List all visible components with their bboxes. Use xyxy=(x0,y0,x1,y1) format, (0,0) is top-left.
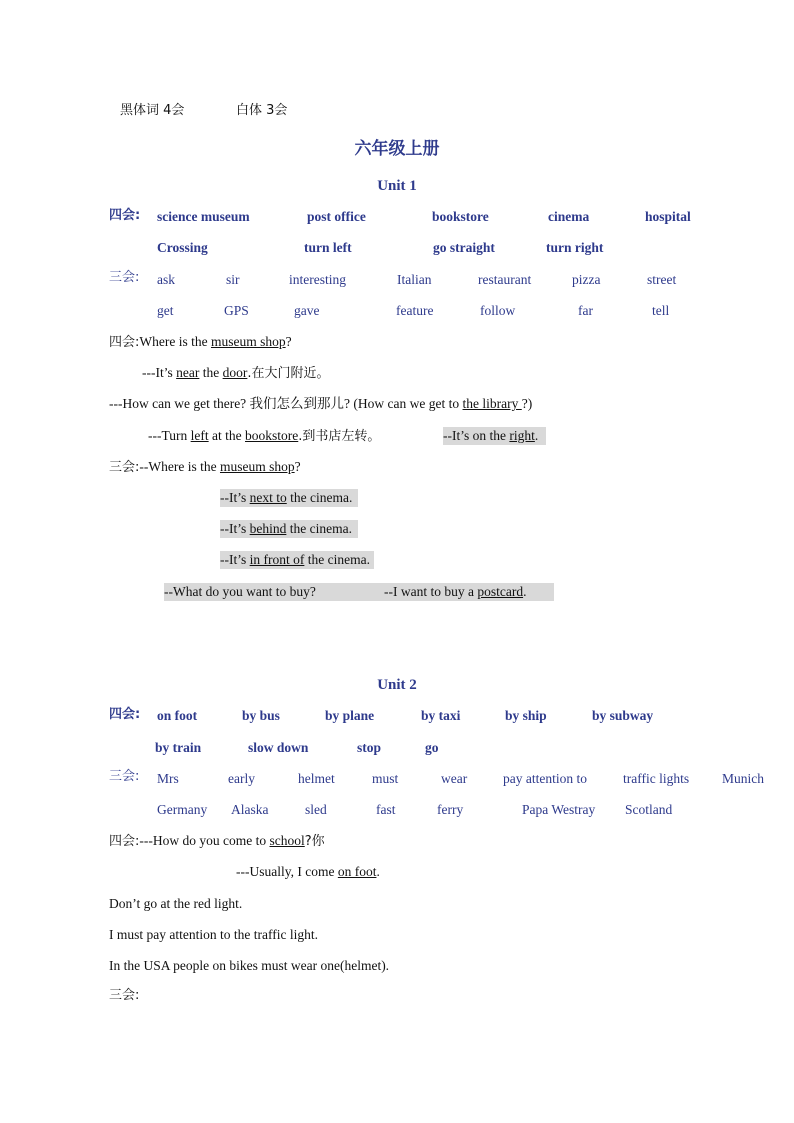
unit2-word: Munich xyxy=(722,771,764,786)
unit2-four-label: 四会: xyxy=(109,707,141,722)
unit2-word: Scotland xyxy=(625,802,673,817)
unit1-word: Italian xyxy=(397,272,432,287)
unit1-word: turn left xyxy=(304,240,352,255)
page-title: 六年级上册 xyxy=(354,139,440,159)
unit2-word: wear xyxy=(441,771,468,786)
unit1-sentence-highlighted: --It’s next to the cinema. xyxy=(220,489,358,507)
unit1-word: science museum xyxy=(157,209,250,224)
unit1-dialogue-highlighted: --What do you want to buy? --I want to buy a postcard. xyxy=(164,583,554,601)
unit1-word: restaurant xyxy=(478,272,532,287)
unit2-word: fast xyxy=(376,802,396,817)
unit1-word: sir xyxy=(226,272,240,287)
unit2-word: Papa Westray xyxy=(522,802,596,817)
unit2-word: by train xyxy=(155,740,202,755)
unit1-word: interesting xyxy=(289,272,346,287)
unit2-word: by subway xyxy=(592,708,654,723)
note-bold-words: 黑体词 4会 xyxy=(120,103,185,118)
unit2-word: by plane xyxy=(325,708,375,723)
unit1-title: Unit 1 xyxy=(377,178,417,194)
unit2-sentence: I must pay attention to the traffic light. xyxy=(109,927,318,942)
unit1-sentence-highlighted: --It’s on the right. xyxy=(443,427,546,445)
unit2-sentence: In the USA people on bikes must wear one(helmet). xyxy=(109,958,390,973)
unit2-word: Alaska xyxy=(231,802,269,817)
unit2-word: early xyxy=(228,771,255,786)
unit1-word: tell xyxy=(652,303,670,318)
unit1-sentence: ---How can we get there? 我们怎么到那儿? (How can we get to the library ?) xyxy=(109,396,533,411)
unit2-word: must xyxy=(372,771,399,786)
unit2-word: stop xyxy=(357,740,382,755)
unit1-word: ask xyxy=(157,272,175,287)
unit2-word: by taxi xyxy=(421,708,461,723)
unit1-word: go straight xyxy=(433,240,495,255)
unit1-sentence: ---Turn left at the bookstore.到书店左转。 xyxy=(148,428,381,444)
unit2-word: slow down xyxy=(248,740,309,755)
unit2-word: helmet xyxy=(298,771,335,786)
unit1-word: cinema xyxy=(548,209,590,224)
unit2-word: by bus xyxy=(242,708,280,723)
unit2-sentence: 四会:---How do you come to school?你 xyxy=(109,833,325,849)
unit1-word: follow xyxy=(480,303,516,318)
unit1-word: turn right xyxy=(546,240,604,255)
unit1-word: hospital xyxy=(645,209,691,224)
unit2-word: by ship xyxy=(505,708,547,723)
unit1-word: GPS xyxy=(224,303,249,318)
note-plain-words: 白体 3会 xyxy=(236,103,288,118)
unit2-word: traffic lights xyxy=(623,771,690,786)
unit2-word: Germany xyxy=(157,802,208,817)
unit1-four-label: 四会: xyxy=(109,208,141,223)
unit1-sentence-highlighted: --It’s in front of the cinema. xyxy=(220,551,374,569)
unit2-word: go xyxy=(425,740,439,755)
unit2-three-label-bottom: 三会: xyxy=(109,988,140,1003)
unit1-sentence: 三会:--Where is the museum shop? xyxy=(109,459,301,475)
unit1-sentence: 四会:Where is the museum shop? xyxy=(109,334,292,350)
unit1-word: get xyxy=(157,303,174,318)
unit2-title: Unit 2 xyxy=(377,677,417,693)
unit1-word: feature xyxy=(396,303,434,318)
unit1-word: bookstore xyxy=(432,209,489,224)
unit1-word: gave xyxy=(294,303,320,318)
unit1-three-label: 三会: xyxy=(109,270,140,285)
unit1-sentence: ---It’s near the door.在大门附近。 xyxy=(142,365,330,381)
unit2-word: ferry xyxy=(437,802,464,817)
unit2-word: sled xyxy=(305,802,327,817)
unit1-sentence-highlighted: --It’s behind the cinema. xyxy=(220,520,358,538)
unit2-word: pay attention to xyxy=(503,771,587,786)
unit2-sentence: Don’t go at the red light. xyxy=(109,896,243,911)
unit2-word: Mrs xyxy=(157,771,179,786)
unit1-word: far xyxy=(578,303,593,318)
unit1-word: street xyxy=(647,272,677,287)
unit2-sentence: ---Usually, I come on foot. xyxy=(236,864,380,879)
unit1-word: Crossing xyxy=(157,240,208,255)
unit1-word: pizza xyxy=(572,272,601,287)
unit2-word: on foot xyxy=(157,708,198,723)
unit2-three-label: 三会: xyxy=(109,769,140,784)
unit1-word: post office xyxy=(307,209,366,224)
